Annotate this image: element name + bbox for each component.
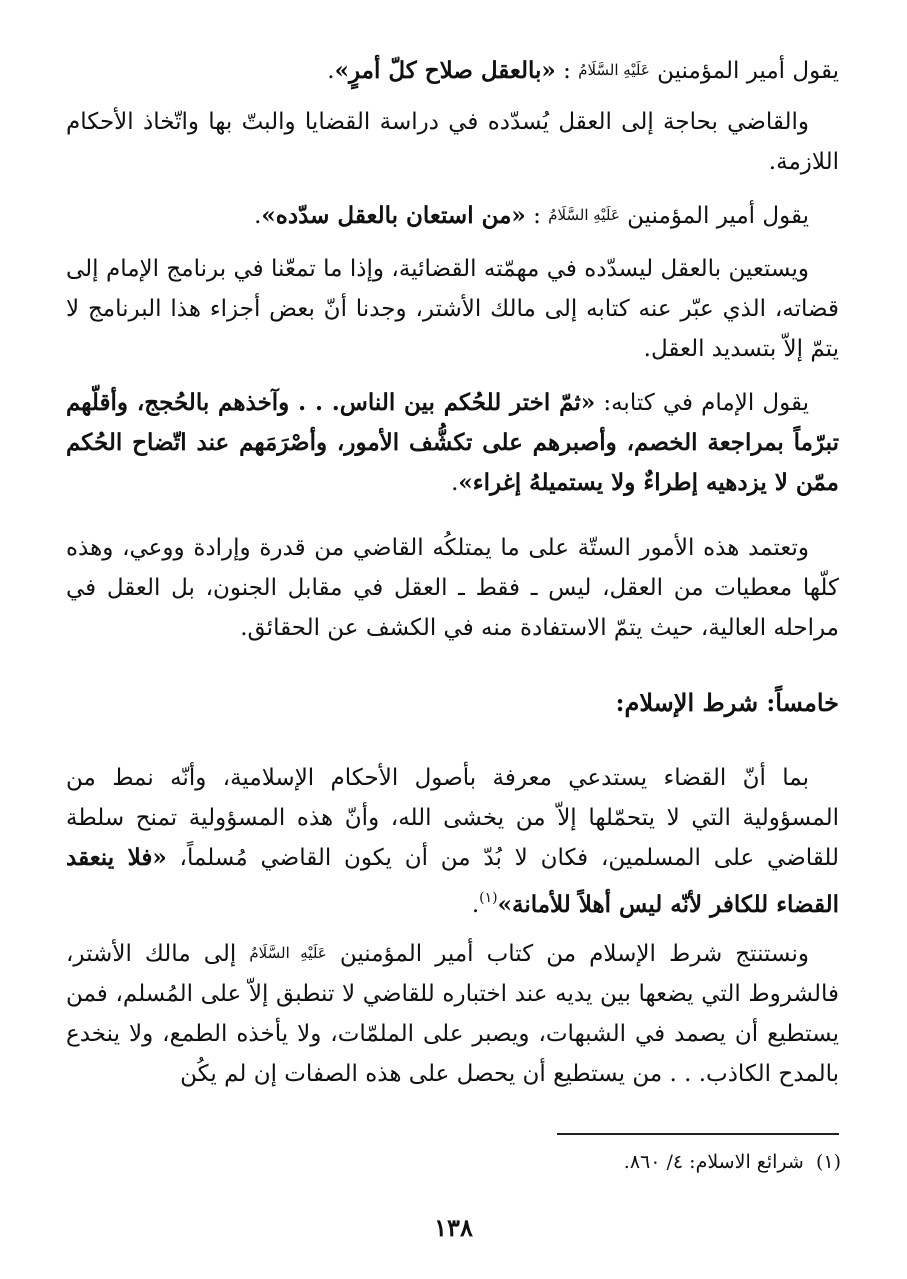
period: . bbox=[451, 470, 459, 496]
quote-text: «من استعان بالعقل سدّده» bbox=[261, 202, 526, 229]
footnote-text: شرائع الاسلام: ٤/ ٨٦٠. bbox=[623, 1151, 804, 1173]
honorific-symbol: عَلَيْهِ السَّلَامُ bbox=[578, 61, 650, 79]
paragraph-text: يقول أمير المؤمنين bbox=[649, 58, 839, 84]
quote-text: «ثمّ اختر للحُكم بين الناس. . . وآخذهم بالحُجج، وأقلّهم تبرّماً بمراجعة الخصم، وأصبرهم على تكشُّف الأمور، وأصْرَمَهم عند اتّضاح الحُكم ممّن لا يزدهيه إطراءٌ ولا يستميلهُ إغراء» bbox=[66, 389, 839, 496]
paragraph-1 bbox=[66, 50, 839, 91]
paragraph-3 bbox=[66, 195, 839, 236]
page-number: ١٣٨ bbox=[434, 1213, 473, 1242]
quote-text: «فلا ينعقد القضاء للكافر لأنّه ليس أهلاً للأمانة» bbox=[66, 844, 839, 918]
section-heading: خامساً: شرط الإسلام: bbox=[615, 688, 839, 717]
paragraph-2: والقاضي بحاجة إلى العقل يُسدّده في دراسة القضايا والبتّ بها واتّخاذ الأحكام اللازمة. bbox=[66, 109, 839, 175]
paragraph-4: ويستعين بالعقل ليسدّده في مهمّته القضائية، وإذا ما تمعّنا في برنامج الإمام إلى قضاته، الذي عبّر عنه كتابه إلى مالك الأشتر، وجدنا أنّ بعض أجزاء هذا البرنامج لا يتمّ إلاّ بتسديد العقل. bbox=[66, 256, 839, 362]
paragraph-text: إلى مالك الأشتر، فالشروط التي يضعها بين يديه عند اختباره للقاضي لا تنطبق إلاّ على المُسلم، فمن يستطيع أن يصمد في الشبهات، ويصبر على الملمّات، ولا يأخذه الطمع، ولا ينخدع بالمدح الكاذب. . . من يستطيع أن يحصل على هذه الصفات إن لم يكُن bbox=[66, 941, 839, 1087]
footnote bbox=[624, 1143, 841, 1181]
period: . bbox=[471, 892, 480, 918]
paragraph-text: يقول الإمام في كتابه: bbox=[595, 390, 809, 416]
paragraph-5 bbox=[66, 383, 839, 503]
footnote-number: (١) bbox=[815, 1151, 841, 1173]
period: . bbox=[254, 203, 262, 229]
paragraph-6: وتعتمد هذه الأمور الستّة على ما يمتلكُه القاضي من قدرة وإرادة ووعي، وهذه كلّها معطيات من العقل، ليس ـ فقط ـ العقل في مقابل الجنون، بل العقل في مراحله العالية، حيث يتمّ الاستفادة منه في الكشف عن الحقائق. bbox=[66, 535, 839, 641]
paragraph-text: ونستنتج شرط الإسلام من كتاب أمير المؤمنين bbox=[326, 941, 810, 967]
colon: : bbox=[525, 203, 549, 229]
section-paragraph-2 bbox=[66, 933, 839, 1094]
paragraph-text: يقول أمير المؤمنين bbox=[619, 203, 809, 229]
footnote-reference[interactable]: (١) bbox=[479, 890, 498, 906]
footnote-divider bbox=[557, 1133, 839, 1135]
honorific-symbol: عَلَيْهِ السَّلَامُ bbox=[548, 206, 620, 224]
colon: : bbox=[555, 58, 579, 84]
quote-text: «بالعقل صلاح كلّ أمرٍ» bbox=[334, 57, 556, 84]
period: . bbox=[327, 58, 335, 84]
paragraph-text: بما أنّ القضاء يستدعي معرفة بأصول الأحكام الإسلامية، وأنّه نمط من المسؤولية التي لا يتحمّلها إلاّ من يخشى الله، وأنّ هذه المسؤولية تمنح سلطة للقاضي على المسلمين، فكان لا بُدّ من أن يكون القاضي مُسلماً، bbox=[66, 765, 840, 871]
section-paragraph-1 bbox=[66, 758, 839, 925]
honorific-symbol: عَلَيْهِ السَّلَامُ bbox=[249, 944, 327, 962]
